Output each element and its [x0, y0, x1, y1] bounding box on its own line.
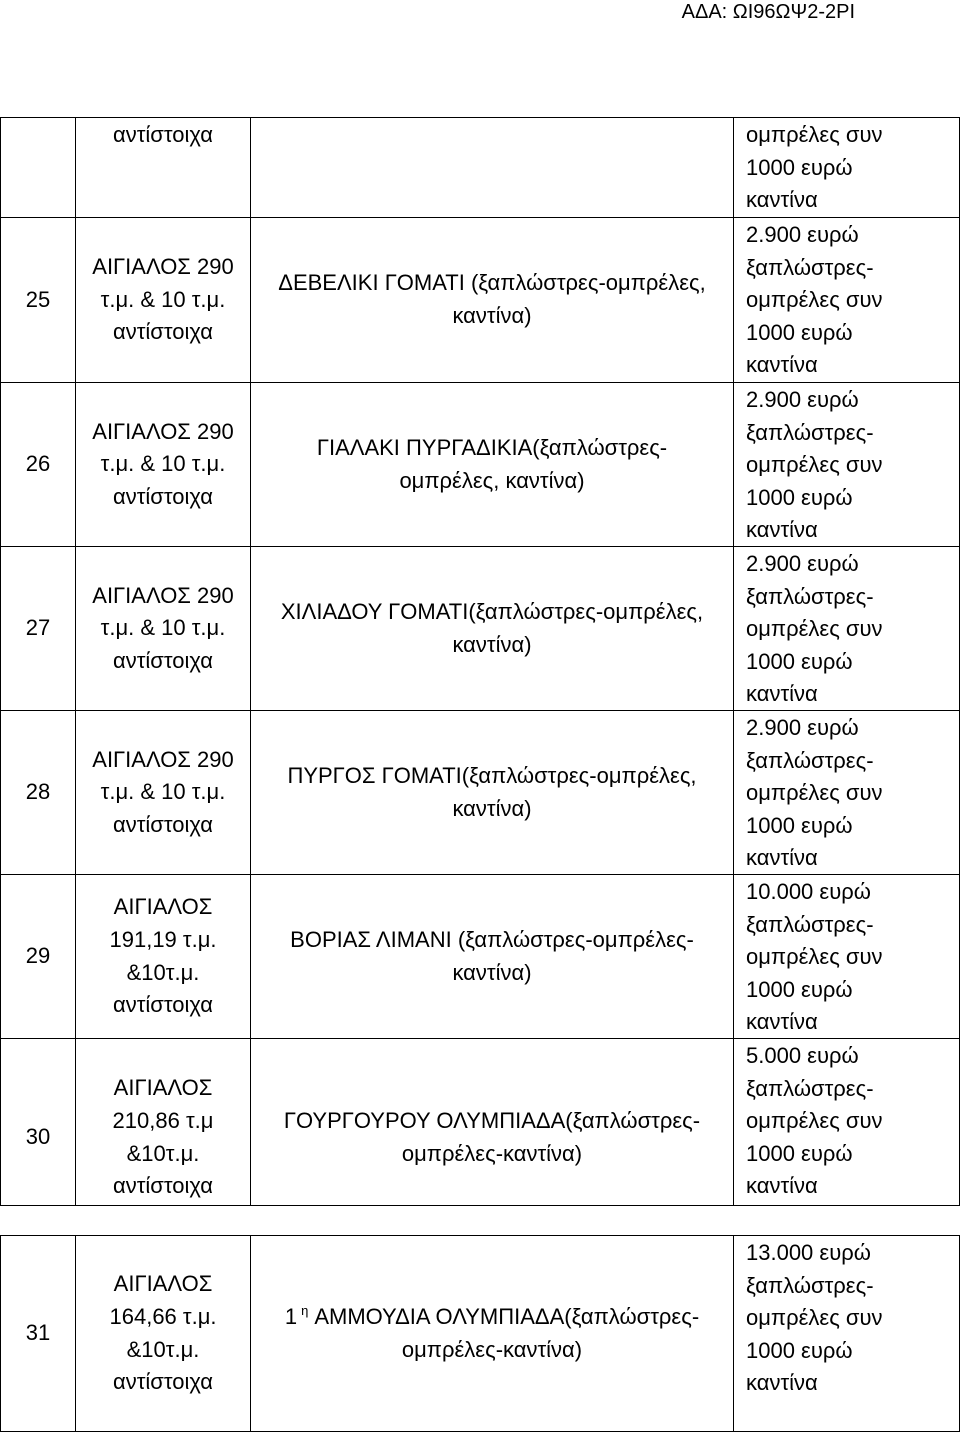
description-line [285, 1301, 699, 1334]
row-number: 25 [25, 286, 51, 312]
location-line: τ.μ. & 10 τ.μ. [100, 451, 226, 477]
location-cell [75, 711, 250, 874]
location-cell [75, 875, 250, 1038]
price-cell [733, 118, 959, 217]
price-line: ομπρέλες συν [746, 944, 883, 970]
price-cell [733, 1236, 959, 1431]
price-line: ξαπλώστρες- [746, 1075, 874, 1101]
price-line: 1000 ευρώ [746, 648, 853, 674]
location-cell [75, 547, 250, 710]
number-cell [1, 1236, 75, 1431]
description-line: ΧΙΛΙΑΔΟΥ ΓΟΜΑΤΙ(ξαπλώστρες-ομπρέλες, [280, 598, 704, 624]
price-cell [733, 1039, 959, 1205]
location-line: ΑΙΓΙΑΛΟΣ 290 [92, 746, 234, 772]
number-cell [1, 383, 75, 546]
location-cell [75, 118, 250, 217]
description-text: ΑΜΜΟΥΔΙΑ ΟΛΥΜΠΙΑΔΑ(ξαπλώστρες- [314, 1303, 700, 1329]
description-cell [250, 547, 733, 710]
price-line: ξαπλώστρες- [746, 419, 874, 445]
price-line: ομπρέλες συν [746, 616, 883, 642]
description-cell [250, 118, 733, 217]
price-cell [733, 875, 959, 1038]
description-line: ΓΙΑΛΑΚΙ ΠΥΡΓΑΔΙΚΙΑ(ξαπλώστρες- [316, 434, 668, 460]
description-line: ΔΕΒΕΛΙΚΙ ΓΟΜΑΤΙ (ξαπλώστρες-ομπρέλες, [278, 270, 706, 296]
location-cell [75, 1039, 250, 1205]
price-line: 2.900 ευρώ [746, 715, 859, 740]
price-line: 1000 ευρώ [746, 976, 853, 1002]
price-cell [733, 711, 959, 874]
row-number: 27 [25, 615, 51, 641]
location-line: ΑΙΓΙΑΛΟΣ [113, 894, 213, 920]
price-line: 1000 ευρώ [746, 1337, 853, 1363]
description-line: ομπρέλες, καντίνα) [399, 467, 585, 493]
price-line: ομπρέλες συν [746, 1108, 883, 1134]
location-line: 191,19 τ.μ. [109, 926, 217, 952]
price-line: 5.000 ευρώ [746, 1043, 859, 1068]
price-line: ξαπλώστρες- [746, 1272, 874, 1298]
table-row [0, 875, 960, 1039]
location-line: τ.μ. & 10 τ.μ. [100, 779, 226, 805]
price-cell [733, 383, 959, 546]
location-line: τ.μ. & 10 τ.μ. [100, 286, 226, 312]
location-line: αντίστοιχα [112, 1173, 214, 1199]
number-cell [1, 118, 75, 217]
price-line: καντίνα [746, 1370, 818, 1396]
price-line: ξαπλώστρες- [746, 747, 874, 773]
row-number: 29 [25, 943, 51, 969]
location-cell [75, 218, 250, 382]
price-line: καντίνα [746, 352, 818, 378]
ordinal-suffix: η [301, 1302, 309, 1318]
price-line: καντίνα [746, 187, 818, 213]
price-line: ξαπλώστρες- [746, 911, 874, 937]
location-line: ΑΙΓΙΑΛΟΣ [113, 1271, 213, 1297]
price-line: καντίνα [746, 681, 818, 707]
location-cell [75, 383, 250, 546]
price-line: ομπρέλες συν [746, 122, 883, 147]
table-row [0, 383, 960, 547]
description-cell [250, 218, 733, 382]
price-line: ξαπλώστρες- [746, 254, 874, 280]
price-line: 10.000 ευρώ [746, 879, 871, 904]
price-line: καντίνα [746, 1009, 818, 1035]
description-line: καντίνα) [452, 631, 532, 657]
location-line: ΑΙΓΙΑΛΟΣ 290 [92, 418, 234, 444]
row-number: 31 [25, 1320, 51, 1346]
table-row [0, 1039, 960, 1206]
number-cell [1, 547, 75, 710]
description-line: καντίνα) [452, 303, 532, 328]
row-number: 30 [25, 1124, 51, 1150]
number-cell [1, 711, 75, 874]
price-line: ομπρέλες συν [746, 287, 883, 313]
price-cell [733, 547, 959, 710]
number-cell [1, 1039, 75, 1205]
ordinal-number: 1 [284, 1303, 298, 1329]
location-line: 210,86 τ.μ [112, 1107, 214, 1133]
description-line: ΒΟΡΙΑΣ ΛΙΜΑΝΙ (ξαπλώστρες-ομπρέλες- [290, 926, 694, 952]
description-cell [250, 1236, 733, 1431]
price-line: ομπρέλες συν [746, 780, 883, 806]
price-line: 1000 ευρώ [746, 154, 853, 180]
description-line: ΠΥΡΓΟΣ ΓΟΜΑΤΙ(ξαπλώστρες-ομπρέλες, [287, 762, 697, 788]
description-line: ομπρέλες-καντίνα) [401, 1140, 583, 1166]
description-cell [250, 383, 733, 546]
description-line: ΓΟΥΡΓΟΥΡΟΥ ΟΛΥΜΠΙΑΔΑ(ξαπλώστρες- [283, 1107, 701, 1133]
table-row-continuation [0, 117, 960, 218]
price-line: καντίνα [746, 845, 818, 871]
location-line: ΑΙΓΙΑΛΟΣ 290 [92, 254, 234, 280]
price-line: ξαπλώστρες- [746, 583, 874, 609]
location-line: τ.μ. & 10 τ.μ. [100, 615, 226, 641]
location-line: &10τ.μ. [126, 959, 200, 985]
description-line: καντίνα) [452, 959, 532, 985]
description-line: καντίνα) [452, 795, 532, 821]
price-line: 1000 ευρώ [746, 812, 853, 838]
description-cell [250, 711, 733, 874]
table-row [0, 1235, 960, 1432]
price-line: 2.900 ευρώ [746, 222, 859, 247]
table-row [0, 218, 960, 383]
location-cell [75, 1236, 250, 1431]
price-line: 2.900 ευρώ [746, 387, 859, 412]
location-line: αντίστοιχα [112, 1369, 214, 1395]
location-line: ΑΙΓΙΑΛΟΣ [113, 1075, 213, 1101]
number-cell [1, 875, 75, 1038]
location-line: αντίστοιχα [112, 122, 214, 147]
price-line: 1000 ευρώ [746, 1140, 853, 1166]
location-line: &10τ.μ. [126, 1336, 200, 1362]
price-line: 1000 ευρώ [746, 484, 853, 510]
table-row [0, 711, 960, 875]
location-line: ΑΙΓΙΑΛΟΣ 290 [92, 582, 234, 608]
price-line: ομπρέλες συν [746, 452, 883, 478]
price-line: 13.000 ευρώ [746, 1240, 871, 1265]
table-row [0, 547, 960, 711]
price-line: 1000 ευρώ [746, 319, 853, 345]
description-line: ομπρέλες-καντίνα) [401, 1336, 583, 1362]
price-line: ομπρέλες συν [746, 1305, 883, 1331]
description-cell [250, 875, 733, 1038]
location-line: αντίστοιχα [112, 647, 214, 673]
location-line: αντίστοιχα [112, 992, 214, 1018]
row-number: 28 [25, 779, 51, 805]
description-cell [250, 1039, 733, 1205]
price-cell [733, 218, 959, 382]
price-line: καντίνα [746, 517, 818, 543]
number-cell [1, 218, 75, 382]
price-line: καντίνα [746, 1173, 818, 1199]
location-line: &10τ.μ. [126, 1140, 200, 1166]
location-line: αντίστοιχα [112, 319, 214, 345]
row-number: 26 [25, 451, 51, 477]
location-line: 164,66 τ.μ. [109, 1303, 217, 1329]
ada-reference: ΑΔΑ: ΩΙ96ΩΨ2-2ΡΙ [681, 1, 855, 23]
location-line: αντίστοιχα [112, 483, 214, 509]
location-line: αντίστοιχα [112, 811, 214, 837]
price-line: 2.900 ευρώ [746, 551, 859, 576]
